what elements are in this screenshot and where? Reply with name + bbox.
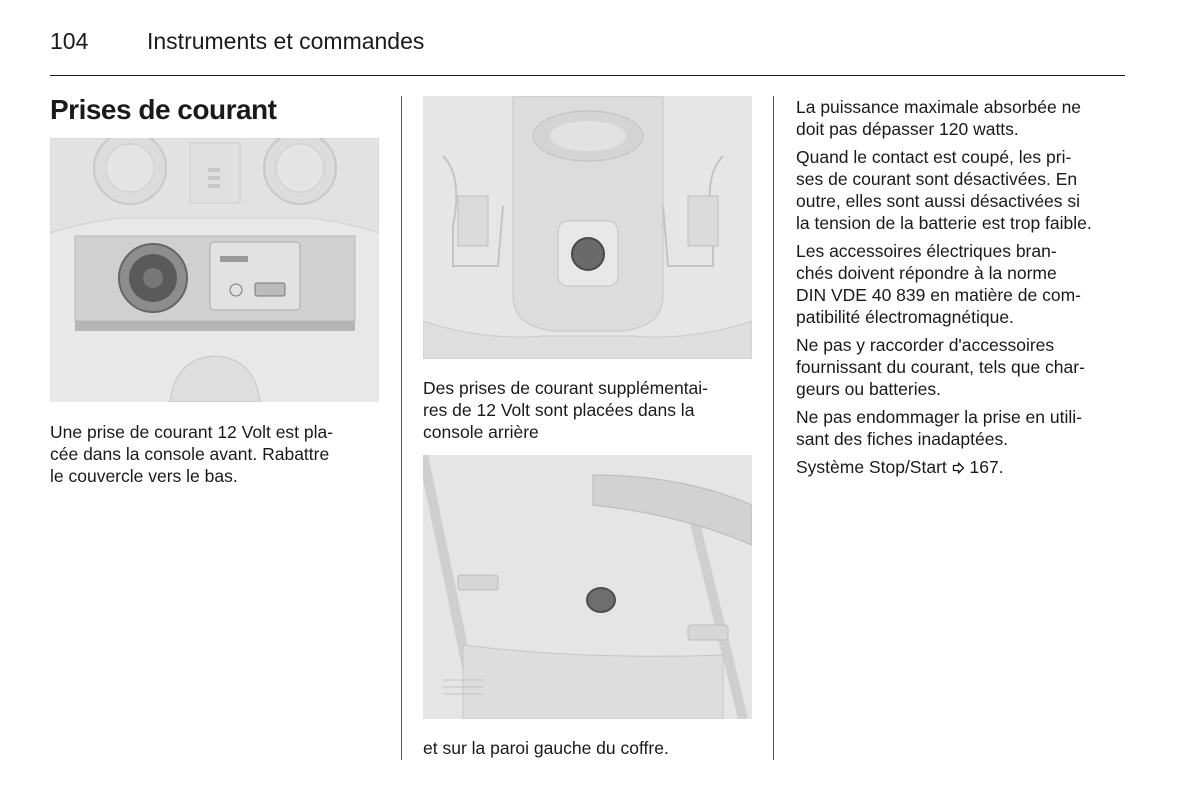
paragraph-no-damage [796, 406, 1131, 450]
caption-line: le couvercle vers le bas. [50, 466, 238, 486]
paragraph-max-power [796, 96, 1131, 140]
reference-page[interactable]: 167. [969, 457, 1004, 477]
section-title: Prises de courant [50, 94, 277, 125]
reference-text: Système Stop/Start [796, 457, 947, 477]
header-rule [50, 75, 1125, 76]
text-line: outre, elles sont aussi désactivées si [796, 191, 1081, 211]
header-title: Instruments et commandes [147, 28, 425, 54]
text-line: Les accessoires électriques bran- [796, 241, 1057, 261]
paragraph-accessories-norm [796, 240, 1131, 328]
rear-console-caption [423, 377, 763, 443]
caption-line: Une prise de courant 12 Volt est pla- [50, 422, 334, 442]
text-line: DIN VDE 40 839 en matière de com- [796, 285, 1081, 305]
text-line: Ne pas y raccorder d'accessoires [796, 335, 1055, 355]
text-line: geurs ou batteries. [796, 379, 941, 399]
text-line: patibilité électromagnétique. [796, 307, 1014, 327]
caption-line: cée dans la console avant. Rabattre [50, 444, 330, 464]
text-line: ses de courant sont désactivées. En [796, 169, 1078, 189]
paragraph-no-chargers [796, 334, 1131, 400]
text-line: fournissant du courant, tels que char- [796, 357, 1085, 377]
arrow-ref-icon [952, 456, 965, 478]
front-console-caption [50, 421, 385, 487]
page-number: 104 [50, 28, 89, 54]
rear-console-illustration [423, 96, 752, 359]
text-line: La puissance maximale absorbée ne [796, 97, 1082, 117]
column-divider-1 [401, 96, 402, 760]
text-line: chés doivent répondre à la norme [796, 263, 1057, 283]
column-divider-2 [773, 96, 774, 760]
text-line: la tension de la batterie est trop faible. [796, 213, 1092, 233]
trunk-wall-illustration [423, 455, 752, 719]
trunk-wall-caption: et sur la paroi gauche du coffre. [423, 738, 669, 758]
text-line: Ne pas endommager la prise en utili- [796, 407, 1082, 427]
caption-line: Des prises de courant supplémentai- [423, 378, 709, 398]
text-line: Quand le contact est coupé, les pri- [796, 147, 1072, 167]
front-console-illustration [50, 138, 379, 402]
paragraph-ignition-off [796, 146, 1131, 234]
caption-line: console arrière [423, 422, 539, 442]
text-line: sant des fiches inadaptées. [796, 429, 1009, 449]
paragraph-stop-start-ref [796, 456, 1131, 478]
caption-line: res de 12 Volt sont placées dans la [423, 400, 695, 420]
text-line: doit pas dépasser 120 watts. [796, 119, 1019, 139]
notes-column [796, 96, 1131, 484]
